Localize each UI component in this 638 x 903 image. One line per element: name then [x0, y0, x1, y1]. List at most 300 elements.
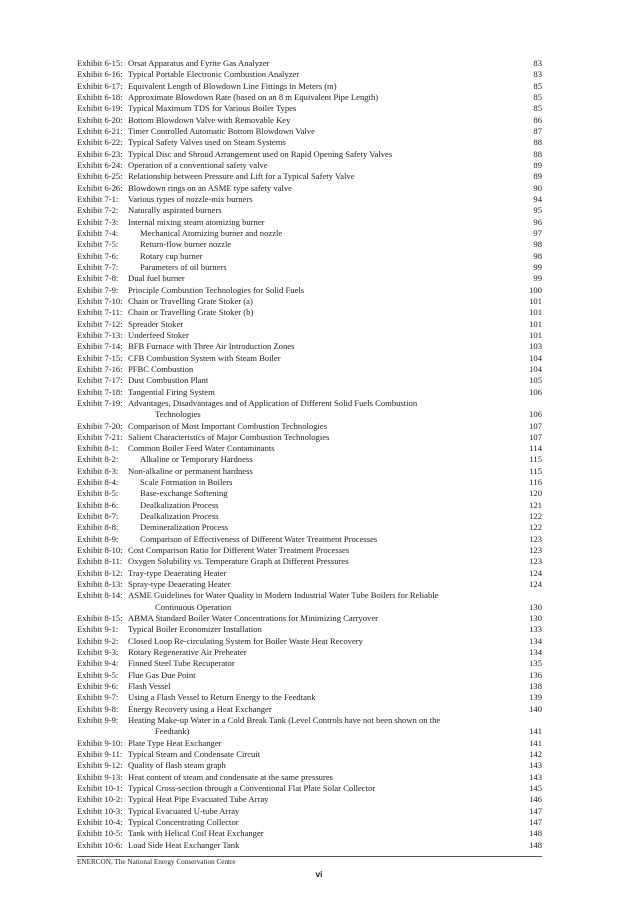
exhibit-page-number: 143	[529, 760, 542, 771]
exhibit-title-text: Comparison of Effectiveness of Different Water Treatment Processes	[140, 533, 378, 544]
exhibit-label: Exhibit 7-11:	[77, 307, 123, 318]
exhibit-page-number: 107	[529, 420, 542, 431]
list-item	[77, 817, 542, 828]
exhibit-label: Exhibit 6-25:	[77, 171, 123, 182]
exhibit-title-text: Heating Make-up Water in a Cold Break Tank (Level Controls have not been shown on the	[128, 715, 441, 726]
list-item	[77, 511, 542, 522]
exhibit-page-number: 101	[529, 318, 542, 329]
list-item	[77, 545, 542, 556]
exhibit-title	[128, 421, 327, 432]
exhibit-page-number: 124	[529, 579, 542, 590]
exhibit-title	[128, 160, 268, 171]
exhibit-title	[128, 806, 239, 817]
exhibit-title-text: Typical Maximum TDS for Various Boiler Types	[128, 103, 297, 114]
list-item	[77, 828, 542, 839]
exhibit-label: Exhibit 6-15:	[77, 58, 123, 68]
list-item	[77, 205, 542, 216]
exhibit-label: Exhibit 9-1:	[77, 624, 119, 635]
exhibit-label: Exhibit 8-12:	[77, 567, 123, 578]
exhibit-title	[128, 149, 392, 160]
exhibit-title-text: Typical Heat Pipe Evacuated Tube Array	[128, 794, 269, 805]
list-item	[77, 92, 542, 103]
exhibit-title	[140, 534, 377, 545]
exhibit-page-number: 100	[529, 284, 542, 295]
exhibit-title	[140, 454, 253, 465]
exhibit-label: Exhibit 6-23:	[77, 148, 123, 159]
exhibit-title	[128, 443, 275, 454]
exhibit-page-number: 136	[529, 669, 542, 680]
exhibit-label: Exhibit 7-3:	[77, 216, 119, 227]
exhibit-label: Exhibit 7-9:	[77, 284, 119, 295]
exhibit-title-text: Base-exchange Softening	[140, 488, 228, 499]
list-item	[77, 171, 542, 182]
exhibit-title-text: Plate Type Heat Exchanger	[128, 737, 222, 748]
list-item	[77, 534, 542, 545]
exhibit-title-text: Operation of a conventional safety valve	[128, 159, 268, 170]
exhibit-title	[128, 590, 538, 613]
exhibit-label: Exhibit 8-11:	[77, 556, 123, 567]
exhibit-title-text: Typical Boiler Economizer Installation	[128, 624, 262, 635]
exhibit-title	[140, 511, 219, 522]
exhibit-label: Exhibit 8-14:	[77, 590, 123, 601]
list-item	[77, 681, 542, 692]
exhibit-label: Exhibit 7-21:	[77, 431, 123, 442]
exhibit-page-number: 130	[529, 601, 542, 612]
list-item	[77, 658, 542, 669]
exhibit-page-number: 121	[529, 499, 542, 510]
exhibit-title-text: Cost Comparison Ratio for Different Water Treatment Processes	[128, 545, 350, 556]
exhibit-label: Exhibit 8-5:	[77, 488, 119, 499]
exhibit-label: Exhibit 9-8:	[77, 703, 119, 714]
exhibit-label: Exhibit 6-17:	[77, 80, 123, 91]
exhibit-title	[128, 647, 247, 658]
exhibit-title-text: Alkaline or Temporary Hardness	[140, 454, 253, 465]
list-item	[77, 477, 542, 488]
exhibit-page-number: 140	[529, 703, 542, 714]
exhibit-page-number: 101	[529, 295, 542, 306]
exhibit-title-text: Rotary Regenerative Air Preheater	[128, 647, 247, 658]
exhibit-title	[128, 624, 262, 635]
exhibit-title	[128, 92, 378, 103]
exhibit-page-number: 103	[529, 341, 542, 352]
exhibit-label: Exhibit 8-6:	[77, 499, 119, 510]
exhibit-title-text: Equivalent Length of Blowdown Line Fittings in Meters (m)	[128, 80, 337, 91]
exhibit-title-text: Chain or Travelling Grate Stoker (a)	[128, 295, 253, 306]
exhibit-title	[128, 556, 349, 567]
exhibit-title-text: Dust Combustion Plant	[128, 375, 209, 386]
exhibit-page-number: 86	[533, 114, 542, 125]
exhibit-label: Exhibit 8-2:	[77, 454, 119, 465]
exhibit-title-text: Closed Loop Re-circulating System for Boiler Waste Heat Recovery	[128, 635, 363, 646]
exhibit-title-text: Flue Gas Due Point	[128, 669, 196, 680]
list-item	[77, 387, 542, 398]
exhibit-label: Exhibit 6-19:	[77, 103, 123, 114]
exhibit-title-text: Dealkalization Process	[140, 499, 219, 510]
list-item	[77, 556, 542, 567]
exhibit-title-text: ASME Guidelines for Water Quality in Modern Industrial Water Tube Boilers for Reliable	[128, 590, 439, 601]
list-item	[77, 341, 542, 352]
list-item	[77, 432, 542, 443]
exhibit-page-number: 141	[529, 726, 542, 737]
exhibit-title	[128, 364, 193, 375]
exhibit-page-number: 120	[529, 488, 542, 499]
exhibit-title-text: Comparison of Most Important Combustion Technologies	[128, 420, 328, 431]
exhibit-label: Exhibit 7-20:	[77, 420, 123, 431]
exhibit-title	[128, 772, 333, 783]
exhibit-title-continuation: Continuous Operation	[155, 601, 232, 612]
exhibit-label: Exhibit 7-5:	[77, 239, 119, 250]
exhibit-title-text: PFBC Combustion	[128, 363, 194, 374]
list-item	[77, 330, 542, 341]
exhibit-label: Exhibit 7-2:	[77, 205, 119, 216]
list-item	[77, 590, 542, 613]
exhibit-title	[128, 319, 183, 330]
list-item	[77, 624, 542, 635]
exhibit-title	[128, 341, 294, 352]
exhibit-title-text: Typical Safety Valves used on Steam Systems	[128, 137, 286, 148]
exhibit-title	[140, 228, 282, 239]
exhibit-label: Exhibit 6-24:	[77, 159, 123, 170]
exhibit-title	[128, 613, 378, 624]
exhibit-page-number: 98	[533, 239, 542, 250]
exhibit-page-number: 115	[529, 465, 542, 476]
list-item	[77, 443, 542, 454]
exhibit-label: Exhibit 9-7:	[77, 692, 119, 703]
exhibit-title	[128, 579, 231, 590]
list-item	[77, 522, 542, 533]
exhibit-page-number: 85	[533, 103, 542, 114]
exhibit-title	[140, 500, 219, 511]
exhibit-label: Exhibit 8-4:	[77, 477, 119, 488]
exhibit-title	[128, 307, 253, 318]
list-item	[77, 760, 542, 771]
list-item	[77, 783, 542, 794]
list-item	[77, 194, 542, 205]
exhibit-page-number: 89	[533, 171, 542, 182]
exhibit-title-text: Dealkalization Process	[140, 511, 219, 522]
exhibit-label: Exhibit 7-17:	[77, 375, 123, 386]
exhibit-page-number: 107	[529, 431, 542, 442]
exhibit-title	[128, 103, 296, 114]
list-item	[77, 454, 542, 465]
exhibit-page-number: 114	[529, 443, 542, 454]
list-item	[77, 319, 542, 330]
exhibit-title	[128, 398, 538, 421]
exhibit-page-number: 138	[529, 681, 542, 692]
exhibit-label: Exhibit 8-15:	[77, 613, 123, 624]
exhibit-title-text: Parameters of oil burners	[140, 261, 227, 272]
list-of-exhibits	[77, 58, 542, 851]
list-item	[77, 81, 542, 92]
exhibit-page-number: 143	[529, 771, 542, 782]
exhibit-title-text: Return-flow burner nozzle	[140, 239, 232, 250]
exhibit-page-number: 116	[529, 477, 542, 488]
exhibit-title-text: Spreader Stoker	[128, 318, 184, 329]
exhibit-title	[128, 432, 329, 443]
exhibit-title-text: Advantages, Disadvantages and of Application of Different Solid Fuels Combustion	[128, 397, 418, 408]
exhibit-title-text: Demineralization Process	[140, 522, 229, 533]
exhibit-title-text: Typical Disc and Shroud Arrangement used on Rapid Opening Safety Valves	[128, 148, 393, 159]
list-item	[77, 421, 542, 432]
list-item	[77, 488, 542, 499]
exhibit-title-text: Mechanical Atomizing burner and nozzle	[140, 227, 283, 238]
exhibit-page-number: 147	[529, 816, 542, 827]
exhibit-label: Exhibit 8-1:	[77, 443, 119, 454]
exhibit-title-text: CFB Combustion System with Steam Boiler	[128, 352, 281, 363]
exhibit-title-text: Typical Concentrating Collector	[128, 816, 239, 827]
exhibit-title-text: Non-alkaline or permanent hardness	[128, 465, 253, 476]
exhibit-title	[128, 466, 253, 477]
exhibit-title	[128, 205, 222, 216]
exhibit-title-text: Oxygen Solubility vs. Temperature Graph at Different Pressures	[128, 556, 349, 567]
exhibit-title	[128, 330, 189, 341]
exhibit-page-number: 141	[529, 737, 542, 748]
exhibit-title-text: BFB Furnace with Three Air Introduction Zones	[128, 341, 295, 352]
exhibit-title	[140, 488, 228, 499]
exhibit-label: Exhibit 9-11:	[77, 749, 123, 760]
exhibit-page-number: 88	[533, 137, 542, 148]
exhibit-title-text: Naturally aspirated burners	[128, 205, 222, 216]
exhibit-page-number: 122	[529, 522, 542, 533]
exhibit-title	[128, 568, 226, 579]
exhibit-title	[128, 69, 299, 80]
exhibit-page-number: 142	[529, 749, 542, 760]
exhibit-label: Exhibit 10-6:	[77, 839, 123, 850]
exhibit-label: Exhibit 8-9:	[77, 533, 119, 544]
exhibit-title	[140, 251, 203, 262]
exhibit-title	[128, 783, 375, 794]
exhibit-page-number: 101	[529, 307, 542, 318]
exhibit-title	[128, 760, 226, 771]
exhibit-page-number: 104	[529, 363, 542, 374]
exhibit-label: Exhibit 10-1:	[77, 783, 123, 793]
exhibit-title	[128, 749, 260, 760]
list-item	[77, 126, 542, 137]
exhibit-label: Exhibit 8-7:	[77, 511, 119, 522]
exhibit-title	[128, 217, 265, 228]
exhibit-title	[128, 137, 286, 148]
exhibit-page-number: 134	[529, 647, 542, 658]
exhibit-title	[128, 81, 337, 92]
exhibit-page-number: 130	[529, 613, 542, 624]
list-item	[77, 636, 542, 647]
exhibit-page-number: 95	[533, 205, 542, 216]
list-item	[77, 398, 542, 421]
list-item	[77, 670, 542, 681]
exhibit-title-text: Chain or Travelling Grate Stoker (b)	[128, 307, 254, 318]
exhibit-title	[128, 285, 304, 296]
exhibit-title-text: Typical Steam and Condensate Circuit	[128, 749, 261, 760]
exhibit-label: Exhibit 10-5:	[77, 828, 123, 839]
exhibit-page-number: 148	[529, 828, 542, 839]
exhibit-label: Exhibit 9-6:	[77, 681, 119, 692]
exhibit-title-text: Tangential Firing System	[128, 386, 215, 397]
exhibit-title-text: Spray-type Deaerating Heater	[128, 579, 231, 590]
exhibit-page-number: 105	[529, 375, 542, 386]
exhibit-title	[140, 522, 228, 533]
exhibit-title	[128, 194, 253, 205]
exhibit-page-number: 106	[529, 386, 542, 397]
exhibit-label: Exhibit 7-4:	[77, 227, 119, 238]
exhibit-title	[128, 387, 215, 398]
list-item	[77, 251, 542, 262]
exhibit-title-text: Typical Portable Electronic Combustion Analyzer	[128, 69, 300, 80]
exhibit-page-number: 115	[529, 454, 542, 465]
exhibit-title	[140, 477, 232, 488]
exhibit-label: Exhibit 10-3:	[77, 805, 123, 816]
list-item	[77, 738, 542, 749]
list-item	[77, 228, 542, 239]
exhibit-page-number: 90	[533, 182, 542, 193]
exhibit-title-text: Common Boiler Feed Water Contaminants	[128, 443, 275, 454]
exhibit-page-number: 123	[529, 545, 542, 556]
list-item	[77, 183, 542, 194]
exhibit-label: Exhibit 8-8:	[77, 522, 119, 533]
list-item	[77, 794, 542, 805]
exhibit-page-number: 99	[533, 261, 542, 272]
exhibit-page-number: 122	[529, 511, 542, 522]
list-item	[77, 217, 542, 228]
exhibit-title-text: Blowdown rings on an ASME type safety valve	[128, 182, 292, 193]
exhibit-label: Exhibit 7-8:	[77, 273, 119, 284]
exhibit-title-text: Orsat Apparatus and Fyrite Gas Analyzer	[128, 58, 270, 68]
exhibit-page-number: 139	[529, 692, 542, 703]
exhibit-title	[128, 115, 290, 126]
list-item	[77, 466, 542, 477]
list-item	[77, 149, 542, 160]
exhibit-title	[128, 738, 222, 749]
exhibit-title	[128, 171, 355, 182]
exhibit-page-number: 85	[533, 80, 542, 91]
exhibit-label: Exhibit 9-4:	[77, 658, 119, 669]
exhibit-title	[128, 828, 264, 839]
list-item	[77, 353, 542, 364]
list-item	[77, 296, 542, 307]
exhibit-page-number: 89	[533, 159, 542, 170]
exhibit-label: Exhibit 8-13:	[77, 579, 123, 590]
exhibit-title	[128, 681, 171, 692]
exhibit-label: Exhibit 8-3:	[77, 465, 119, 476]
footer-divider	[77, 856, 542, 857]
list-item	[77, 692, 542, 703]
exhibit-title	[128, 704, 272, 715]
footer-organization: ENERCON, The National Energy Conservation Centre	[77, 858, 236, 866]
exhibit-page-number: 124	[529, 567, 542, 578]
exhibit-page-number: 101	[529, 329, 542, 340]
exhibit-label: Exhibit 8-10:	[77, 545, 123, 556]
exhibit-page-number: 145	[529, 783, 542, 793]
exhibit-label: Exhibit 6-20:	[77, 114, 123, 125]
exhibit-label: Exhibit 6-22:	[77, 137, 123, 148]
exhibit-title-text: Typical Evacuated U-tube Array	[128, 805, 240, 816]
list-item	[77, 239, 542, 250]
exhibit-label: Exhibit 7-18:	[77, 386, 123, 397]
list-item	[77, 772, 542, 783]
exhibit-label: Exhibit 9-10:	[77, 737, 123, 748]
exhibit-title-text: Using a Flash Vessel to Return Energy to the Feedtank	[128, 692, 316, 703]
list-item	[77, 103, 542, 114]
exhibit-title	[128, 58, 270, 69]
exhibit-label: Exhibit 6-26:	[77, 182, 123, 193]
exhibit-label: Exhibit 10-2:	[77, 794, 123, 805]
exhibit-label: Exhibit 7-6:	[77, 250, 119, 261]
exhibit-title-text: Various types of nozzle-mix burners	[128, 193, 253, 204]
exhibit-page-number: 98	[533, 250, 542, 261]
page-number: vi	[315, 869, 323, 879]
exhibit-page-number: 96	[533, 216, 542, 227]
exhibit-title-text: Quality of flash steam graph	[128, 760, 226, 771]
exhibit-title-text: Bottom Blowdown Valve with Removable Key	[128, 114, 291, 125]
exhibit-title-text: Energy Recovery using a Heat Exchanger	[128, 703, 272, 714]
list-item	[77, 69, 542, 80]
exhibit-label: Exhibit 7-15:	[77, 352, 123, 363]
exhibit-page-number: 97	[533, 227, 542, 238]
list-item	[77, 500, 542, 511]
exhibit-label: Exhibit 7-19:	[77, 397, 123, 408]
list-item	[77, 364, 542, 375]
exhibit-title	[128, 692, 316, 703]
exhibit-page-number: 123	[529, 556, 542, 567]
exhibit-title-text: Principle Combustion Technologies for Solid Fuels	[128, 284, 305, 295]
list-item	[77, 579, 542, 590]
exhibit-title-text: Heat content of steam and condensate at the same pressures	[128, 771, 333, 782]
exhibit-label: Exhibit 9-3:	[77, 647, 119, 658]
exhibit-label: Exhibit 6-21:	[77, 125, 123, 136]
exhibit-title	[128, 126, 315, 137]
exhibit-title	[128, 658, 235, 669]
exhibit-title	[128, 353, 281, 364]
exhibit-page-number: 147	[529, 805, 542, 816]
exhibit-label: Exhibit 9-2:	[77, 635, 119, 646]
exhibit-page-number: 94	[533, 193, 542, 204]
exhibit-title-text: Finned Steel Tube Recuperator	[128, 658, 235, 669]
exhibit-page-number: 123	[529, 533, 542, 544]
list-item	[77, 58, 542, 69]
exhibit-title-continuation: Feedtank)	[155, 726, 190, 737]
exhibit-label: Exhibit 7-14:	[77, 341, 123, 352]
list-item	[77, 568, 542, 579]
exhibit-page-number: 83	[533, 69, 542, 80]
list-item	[77, 613, 542, 624]
list-item	[77, 307, 542, 318]
exhibit-title	[128, 817, 239, 828]
exhibit-title	[140, 239, 231, 250]
exhibit-label: Exhibit 7-10:	[77, 295, 123, 306]
exhibit-title	[128, 273, 185, 284]
exhibit-label: Exhibit 9-12:	[77, 760, 123, 771]
exhibit-page-number: 146	[529, 794, 542, 805]
exhibit-page-number: 104	[529, 352, 542, 363]
exhibit-title-text: Timer Controlled Automatic Bottom Blowdown Valve	[128, 125, 315, 136]
exhibit-label: Exhibit 7-1:	[77, 193, 119, 204]
exhibit-title	[128, 794, 268, 805]
list-item	[77, 262, 542, 273]
exhibit-title	[128, 840, 239, 851]
exhibit-title-text: Tray-type Deaerating Heater	[128, 567, 227, 578]
list-item	[77, 715, 542, 738]
exhibit-label: Exhibit 7-16:	[77, 363, 123, 374]
exhibit-title	[128, 670, 196, 681]
list-item	[77, 137, 542, 148]
exhibit-title	[128, 296, 253, 307]
list-item	[77, 806, 542, 817]
exhibit-page-number: 88	[533, 148, 542, 159]
exhibit-title	[128, 715, 538, 738]
exhibit-title	[128, 183, 292, 194]
exhibit-title-text: Underfeed Stoker	[128, 329, 189, 340]
exhibit-page-number: 99	[533, 273, 542, 284]
list-item	[77, 840, 542, 851]
